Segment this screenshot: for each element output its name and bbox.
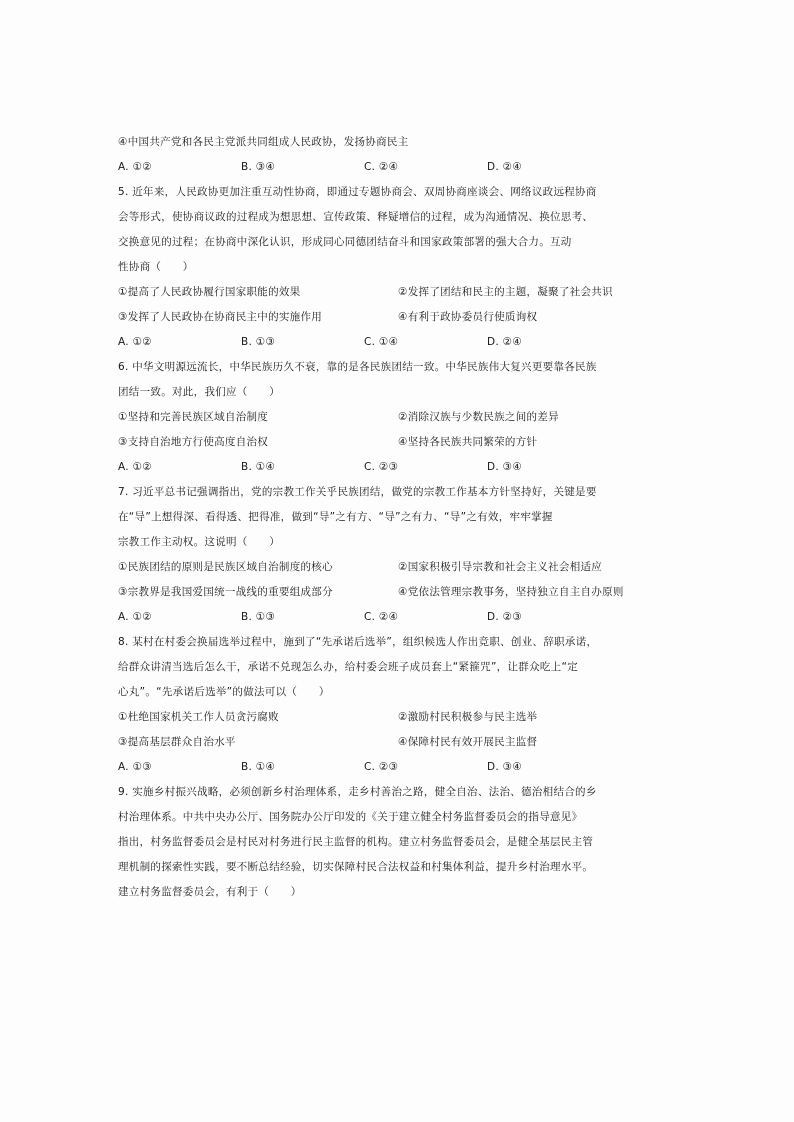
q6-answer-a: A. ①② <box>118 461 152 473</box>
q4-answer-a: A. ①② <box>118 161 152 173</box>
q5-stem-line-3: 交换意见的过程；在协商中深化认识，形成同心同德团结奋斗和国家政策部署的强大合力。互动 <box>118 236 572 248</box>
q9-stem-line-5: 建立村务监督委员会，有利于（ ） <box>118 886 302 898</box>
q6-answer-d: D. ③④ <box>487 461 523 473</box>
q4-answer-c: C. ②④ <box>364 161 399 173</box>
q8-stem-line-3: 心丸”。“先承诺后选举”的做法可以（ ） <box>118 686 330 698</box>
q8-stem-line-2: 给群众讲清当选后怎么干，承诺不兑现怎么办，给村委会班子成员套上“紧箍咒”，让群众吃上“定 <box>118 661 579 673</box>
q4-option-4: ④中国共产党和各民主党派共同组成人民政协，发扬协商民主 <box>118 136 409 148</box>
q6-option-4: ④坚持各民族共同繁荣的方针 <box>398 436 538 448</box>
exam-content <box>118 130 674 905</box>
q5-answer-a: A. ①② <box>118 336 152 348</box>
q5-answer-b: B. ①③ <box>241 336 276 348</box>
q5-option-3: ③发挥了人民政协在协商民主中的实施作用 <box>118 311 323 323</box>
q6-option-3: ③支持自治地方行使高度自治权 <box>118 436 269 448</box>
q5-stem-line-1: 5. 近年来，人民政协更加注重互动性协商，即通过专题协商会、双周协商座谈会、网络议政远程协商 <box>118 186 597 198</box>
q7-answer-c: C. ②④ <box>364 611 399 623</box>
q5-answers <box>118 330 674 355</box>
q4-answer-d: D. ②④ <box>487 161 523 173</box>
q8-answer-c: C. ②③ <box>364 761 399 773</box>
q5-option-4: ④有利于政协委员行使质询权 <box>398 311 538 323</box>
q8-answers <box>118 755 674 780</box>
q6-answer-c: C. ②③ <box>364 461 399 473</box>
q7-stem-line-3: 宗教工作主动权。这说明（ ） <box>118 536 280 548</box>
q8-answer-b: B. ①④ <box>241 761 276 773</box>
q5-answer-c: C. ①④ <box>364 336 399 348</box>
q8-option-4: ④保障村民有效开展民主监督 <box>398 736 538 748</box>
q8-option-1: ①杜绝国家机关工作人员贪污腐败 <box>118 711 279 723</box>
q7-option-4: ④党依法管理宗教事务，坚持独立自主自办原则 <box>398 586 624 598</box>
q5-options-row-2 <box>118 305 674 330</box>
q8-stem-line-1: 8. 某村在村委会换届选举过程中，施到了“先承诺后选举”，组织候选人作出竞职、创业、辞职承诺， <box>118 636 598 648</box>
q7-stem-line-1: 7. 习近平总书记强调指出，党的宗教工作关乎民族团结，做党的宗教工作基本方针坚持好，关键是要 <box>118 486 597 498</box>
q5-stem-line-2: 会等形式，使协商议政的过程成为想思想、宣传政策、释疑增信的过程，成为沟通情况、换位思考、 <box>118 211 594 223</box>
q6-option-1: ①坚持和完善民族区域自治制度 <box>118 411 269 423</box>
q5-stem-line-4: 性协商（ ） <box>118 261 194 273</box>
q6-options-row-2 <box>118 430 674 455</box>
q7-stem-line-2: 在“导”上想得深、看得透、把得准，做到“导”之有方、“导”之有力、“导”之有效，牢牢掌握 <box>118 511 553 523</box>
q6-stem-line-2: 团结一致。对此，我们应（ ） <box>118 386 280 398</box>
q8-option-2: ②激励村民积极参与民主选举 <box>398 711 538 723</box>
q6-answer-b: B. ①④ <box>241 461 276 473</box>
q8-options-row-2 <box>118 730 674 755</box>
q8-answer-a: A. ①③ <box>118 761 152 773</box>
q7-answer-b: B. ①③ <box>241 611 276 623</box>
q5-options-row-1 <box>118 280 674 305</box>
q5-answer-d: D. ②④ <box>487 336 523 348</box>
q7-answers <box>118 605 674 630</box>
q9-stem-line-3: 指出，村务监督委员会是村民对村务进行民主监督的机构。建立村务监督委员会，是健全基层民主管 <box>118 836 594 848</box>
q4-answer-b: B. ③④ <box>241 161 276 173</box>
q8-answer-d: D. ③④ <box>487 761 523 773</box>
q7-option-3: ③宗教界是我国爱国统一战线的重要组成部分 <box>118 586 333 598</box>
q5-option-1: ①提高了人民政协履行国家职能的效果 <box>118 286 301 298</box>
q9-stem-line-2: 村治理体系。中共中央办公厅、国务院办公厅印发的《关于建立健全村务监督委员会的指导意见》 <box>118 811 583 823</box>
q7-option-2: ②国家积极引导宗教和社会主义社会相适应 <box>398 561 603 573</box>
q7-options-row-2 <box>118 580 674 605</box>
q8-option-3: ③提高基层群众自治水平 <box>118 736 236 748</box>
q6-answers <box>118 455 674 480</box>
q7-options-row-1 <box>118 555 674 580</box>
q5-option-2: ②发挥了团结和民主的主题，凝聚了社会共识 <box>398 286 613 298</box>
q7-answer-d: D. ②③ <box>487 611 523 623</box>
q7-answer-a: A. ①② <box>118 611 152 623</box>
q7-option-1: ①民族团结的原则是民族区域自治制度的核心 <box>118 561 333 573</box>
q4-answers <box>118 155 674 180</box>
q8-options-row-1 <box>118 705 674 730</box>
q6-stem-line-1: 6. 中华文明源远流长，中华民族历久不衰，靠的是各民族团结一致。中华民族伟大复兴更要靠各民族 <box>118 361 597 373</box>
q9-stem-line-4: 理机制的探索性实践，要不断总结经验，切实保障村民合法权益和村集体利益，提升乡村治理水平。 <box>118 861 594 873</box>
q6-options-row-1 <box>118 405 674 430</box>
q9-stem-line-1: 9. 实施乡村振兴战略，必须创新乡村治理体系，走乡村善治之路，健全自治、法治、德治相结合的乡 <box>118 786 597 798</box>
q6-option-2: ②消除汉族与少数民族之间的差异 <box>398 411 559 423</box>
